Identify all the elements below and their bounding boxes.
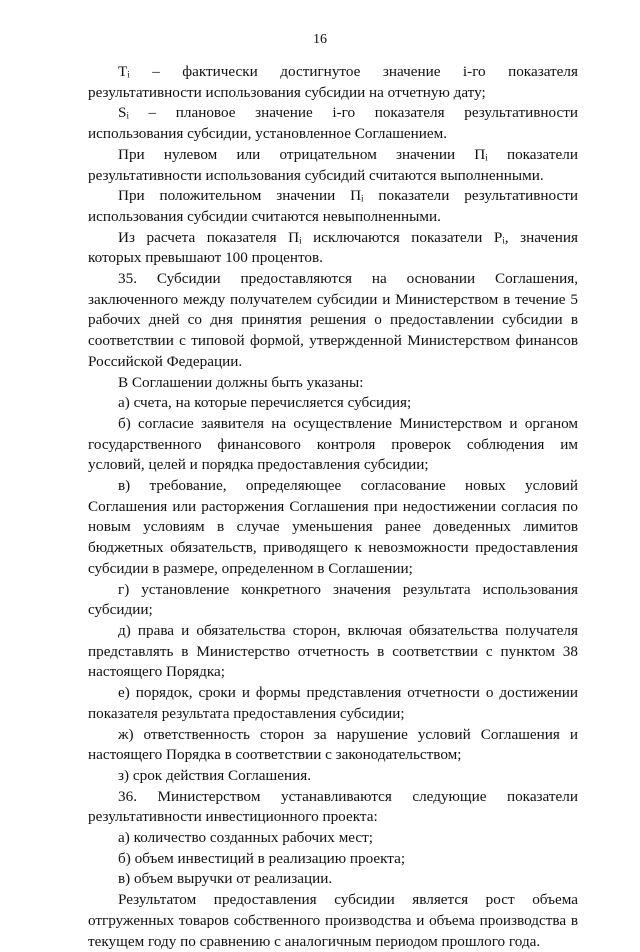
indicator-item-v: в) объем выручки от реализации. — [118, 870, 333, 888]
paragraph-t-definition: Tᵢ – фактически достигнутое значение i-го показателя результативности использования субсидии на отчетную дату; — [88, 63, 578, 101]
paragraph-clause-35: 35. Субсидии предоставляются на основании Соглашения, заключенного между получателем субсидии и Министерством в течение 5 рабочих дней со дня принятия решения о предоставлении субсидии в соответствии с типовой формой, утвержденной Министерством финансов Российской Федерации. — [88, 270, 578, 370]
indicator-item-a: а) количество созданных рабочих мест; — [118, 829, 374, 847]
paragraph-s-definition: Sᵢ – плановое значение i-го показателя результативности использования субсидии, установленное Соглашением. — [88, 104, 578, 143]
paragraph-agreement-intro: В Соглашении должны быть указаны: — [118, 373, 364, 391]
indicator-item-b: б) объем инвестиций в реализацию проекта; — [118, 849, 406, 867]
list-item-e: е) порядок, сроки и формы представления отчетности о достижении показателя результата предоставления субсидии; — [88, 684, 578, 722]
list-item-b: б) согласие заявителя на осуществление Министерством и органом государственного финансового контроля проверок соблюдения им условий, целей и порядка предоставления субсидии; — [88, 414, 578, 474]
list-item-zh: ж) ответственность сторон за нарушение условий Соглашения и настоящего Порядка в соответствии с законодательством; — [88, 725, 578, 764]
paragraph-zero-negative: При нулевом или отрицательном значении Пᵢ показатели результативности использования субсидий считаются выполненными. — [88, 145, 578, 184]
list-item-d: д) права и обязательства сторон, включая обязательства получателя представлять в Министерство отчетность в соответствии с пунктом 38 настоящего Порядка; — [88, 621, 578, 681]
paragraph-result: Результатом предоставления субсидии является рост объема отгруженных товаров собственного производства и объема производства в текущем году по сравнению с аналогичным периодом прошлого года. — [88, 891, 578, 950]
page-number: 16 — [313, 32, 327, 47]
paragraph-exclusion: Из расчета показателя Пᵢ исключаются показатели Рᵢ, значения которых превышают 100 процентов. — [88, 228, 578, 267]
document-body — [88, 62, 578, 952]
list-item-z: з) срок действия Соглашения. — [118, 766, 311, 784]
paragraph-positive: При положительном значении Пᵢ показатели результативности использования субсидии считаются невыполненными. — [88, 187, 578, 225]
list-item-v: в) требование, определяющее согласование новых условий Соглашения или расторжения Соглашения при недостижении согласия по новым условиям в случае уменьшения ранее доведенных лимитов бюджетных обязательств, приводящего к невозможности предоставления субсидии в размере, определенном в Соглашении; — [88, 477, 578, 577]
paragraph-clause-36: 36. Министерством устанавливаются следующие показатели результативности инвестиционного проекта: — [88, 787, 578, 826]
list-item-a: а) счета, на которые перечисляется субсидия; — [118, 394, 412, 412]
list-item-g: г) установление конкретного значения результата использования субсидии; — [88, 580, 578, 619]
